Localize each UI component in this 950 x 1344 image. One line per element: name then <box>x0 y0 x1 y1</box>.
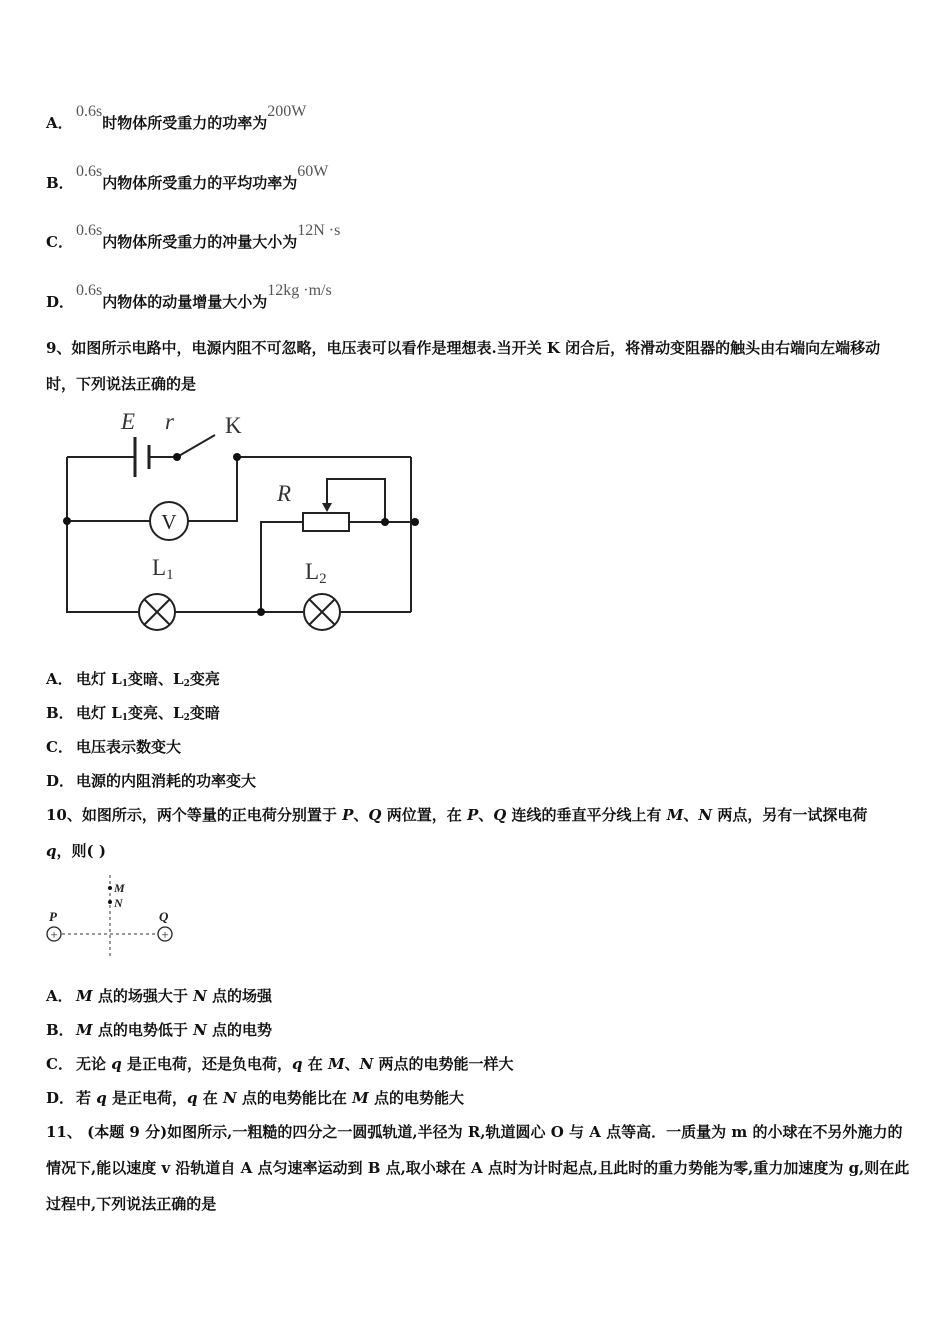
var: N <box>193 1021 207 1039</box>
option-text: 、 <box>344 1055 360 1073</box>
label-r-internal: r <box>165 409 174 434</box>
var: M <box>76 1021 93 1039</box>
lamp-l1 <box>139 594 175 630</box>
option-letter: D． <box>46 293 75 311</box>
label-p: P <box>49 909 57 924</box>
var: q <box>111 1055 122 1073</box>
subscript: 1 <box>121 713 129 723</box>
math-value: 12N ·s <box>297 222 341 239</box>
option-letter: A． <box>46 987 73 1005</box>
label-n: N <box>114 896 123 910</box>
wire-voltmeter-right <box>188 457 237 521</box>
option-text: 内物体所受重力的冲量大小为 <box>102 233 298 251</box>
label-e: E <box>121 409 136 434</box>
option-text: 是正电荷，还是负电荷， <box>126 1055 292 1073</box>
q9-option-b <box>46 702 220 723</box>
charge-p-sign: + <box>50 927 58 942</box>
option-text: 电压表示数变大 <box>76 738 182 756</box>
wire-rheostat-left <box>261 522 303 612</box>
option-text: 两点的电势能一样大 <box>378 1055 514 1073</box>
var-q-point: Q <box>493 806 507 824</box>
subscript: 2 <box>183 713 190 723</box>
junction-dot <box>257 608 265 616</box>
junction-dot <box>173 453 181 461</box>
option-text: 点的场强 <box>212 987 273 1005</box>
math-time: 0.6s <box>76 222 103 239</box>
option-text: 是正电荷， <box>111 1089 187 1107</box>
var: M <box>327 1055 345 1073</box>
charge-diagram <box>40 873 190 963</box>
lamp-l2 <box>304 594 340 630</box>
voltmeter-label: V <box>161 510 177 534</box>
circuit-diagram <box>55 405 435 637</box>
q10-option-c <box>46 1053 514 1074</box>
sep: 、 <box>478 806 494 824</box>
option-letter: D． <box>46 772 75 790</box>
option-text: 点的电势 <box>212 1021 273 1039</box>
stem-text: 10、如图所示，两个等量的正电荷分别置于 <box>46 806 343 824</box>
stem-text: 两位置，在 <box>381 806 467 824</box>
q9-option-a <box>46 668 220 689</box>
q11-stem: 11、 (本题 9 分)如图所示,一粗糙的四分之一圆弧轨道,半径为 R,轨道圆心 O 与 A 点等高．一质量为 m 的小球在不另外施力的情况下,能以速度 v 沿轨道自 A 点匀速率运动到 B 点,取小球在 A 点时为计时起点,且此时的重力势能为零,重力加速度为 g,则在此过程中,下列说法正确的是 <box>46 1123 910 1213</box>
var-m: M <box>666 806 684 824</box>
sep: 、 <box>683 806 699 824</box>
var-p: P <box>342 806 354 824</box>
option-text: 点的场强大于 <box>97 987 194 1005</box>
q10-option-a <box>46 985 272 1006</box>
subscript: 1 <box>121 679 129 689</box>
q9-option-c <box>46 736 181 757</box>
rheostat-r <box>303 513 349 531</box>
option-text: 点的电势能大 <box>373 1089 464 1107</box>
math-time: 0.6s <box>76 163 103 180</box>
option-letter: D． <box>46 1089 75 1107</box>
option-letter: A． <box>46 114 73 132</box>
label-l1 <box>152 555 174 583</box>
option-text: 电灯 L <box>76 670 122 688</box>
q10-option-d <box>46 1087 464 1108</box>
option-text: 变暗 <box>189 704 220 722</box>
option-text: 无论 <box>76 1055 112 1073</box>
option-letter: B． <box>46 704 74 722</box>
var: N <box>193 987 207 1005</box>
wire-top-left <box>67 457 155 612</box>
var-n: N <box>698 806 713 824</box>
slider-arrow <box>322 503 332 512</box>
q8-option-d <box>46 282 332 312</box>
option-text: 时物体所受重力的功率为 <box>102 114 268 132</box>
stem-text: 两点，另有一试探电荷 <box>712 806 868 824</box>
label-l1-sub: 1 <box>166 567 174 583</box>
math-time: 0.6s <box>76 282 103 299</box>
var: N <box>359 1055 374 1073</box>
option-letter: B． <box>46 1021 74 1039</box>
var: q <box>186 1089 198 1107</box>
option-text: 电灯 L <box>76 704 122 722</box>
label-q: Q <box>159 909 169 924</box>
option-letter: C． <box>46 1055 73 1073</box>
stem-text: 连线的垂直平分线上有 <box>506 806 667 824</box>
math-value: 200W <box>267 103 307 120</box>
charge-q-sign: + <box>161 927 169 942</box>
option-text: 内物体的动量增量大小为 <box>102 293 268 311</box>
var: N <box>222 1089 237 1107</box>
option-text: 点的电势能比在 <box>241 1089 353 1107</box>
var-q-point: Q <box>368 806 382 824</box>
option-text: 若 <box>76 1089 97 1107</box>
stem-text: ，则( ) <box>56 842 106 860</box>
var: M <box>76 987 93 1005</box>
var: q <box>291 1055 303 1073</box>
point-n <box>108 900 112 904</box>
option-text: 变暗、L <box>128 670 184 688</box>
math-value: 60W <box>297 163 329 180</box>
sep: 、 <box>353 806 369 824</box>
q8-option-c <box>46 222 341 252</box>
label-m: M <box>114 881 125 895</box>
point-m <box>108 886 112 890</box>
junction-dot <box>233 453 241 461</box>
option-text: 变亮、L <box>128 704 184 722</box>
q8-option-a <box>46 103 307 133</box>
subscript: 2 <box>183 679 190 689</box>
q8-option-b <box>46 163 329 193</box>
junction-dot <box>63 517 71 525</box>
q10-option-b <box>46 1019 272 1040</box>
option-text: 内物体所受重力的平均功率为 <box>102 174 298 192</box>
label-l2-main: L <box>305 559 320 584</box>
option-letter: C． <box>46 738 73 756</box>
math-time: 0.6s <box>76 103 103 120</box>
label-r-rheostat: R <box>277 481 292 506</box>
var: M <box>352 1089 369 1107</box>
var-p: P <box>466 806 479 824</box>
q9-option-d <box>46 770 256 791</box>
option-text: 电源的内阻消耗的功率变大 <box>76 772 257 790</box>
label-l2 <box>305 559 327 587</box>
option-text: 在 <box>307 1055 328 1073</box>
label-k: K <box>225 413 242 438</box>
q10-stem <box>46 797 910 869</box>
var: q <box>96 1089 107 1107</box>
label-l2-sub: 2 <box>319 571 327 587</box>
option-letter: B． <box>46 174 74 192</box>
option-letter: A． <box>46 670 73 688</box>
q9-stem: 9、如图所示电路中，电源内阻不可忽略，电压表可以看作是理想表.当开关 K 闭合后，将滑动变阻器的触头由右端向左端移动时，下列说法正确的是 <box>46 339 881 393</box>
option-text: 变亮 <box>189 670 220 688</box>
switch-k-blade <box>177 435 215 457</box>
option-letter: C． <box>46 233 73 251</box>
option-text: 点的电势低于 <box>97 1021 194 1039</box>
junction-dot <box>411 518 419 526</box>
junction-dot <box>381 518 389 526</box>
option-text: 在 <box>202 1089 223 1107</box>
label-l1-main: L <box>152 555 167 580</box>
var-q: q <box>46 842 57 860</box>
math-value: 12kg ·m/s <box>267 282 332 299</box>
